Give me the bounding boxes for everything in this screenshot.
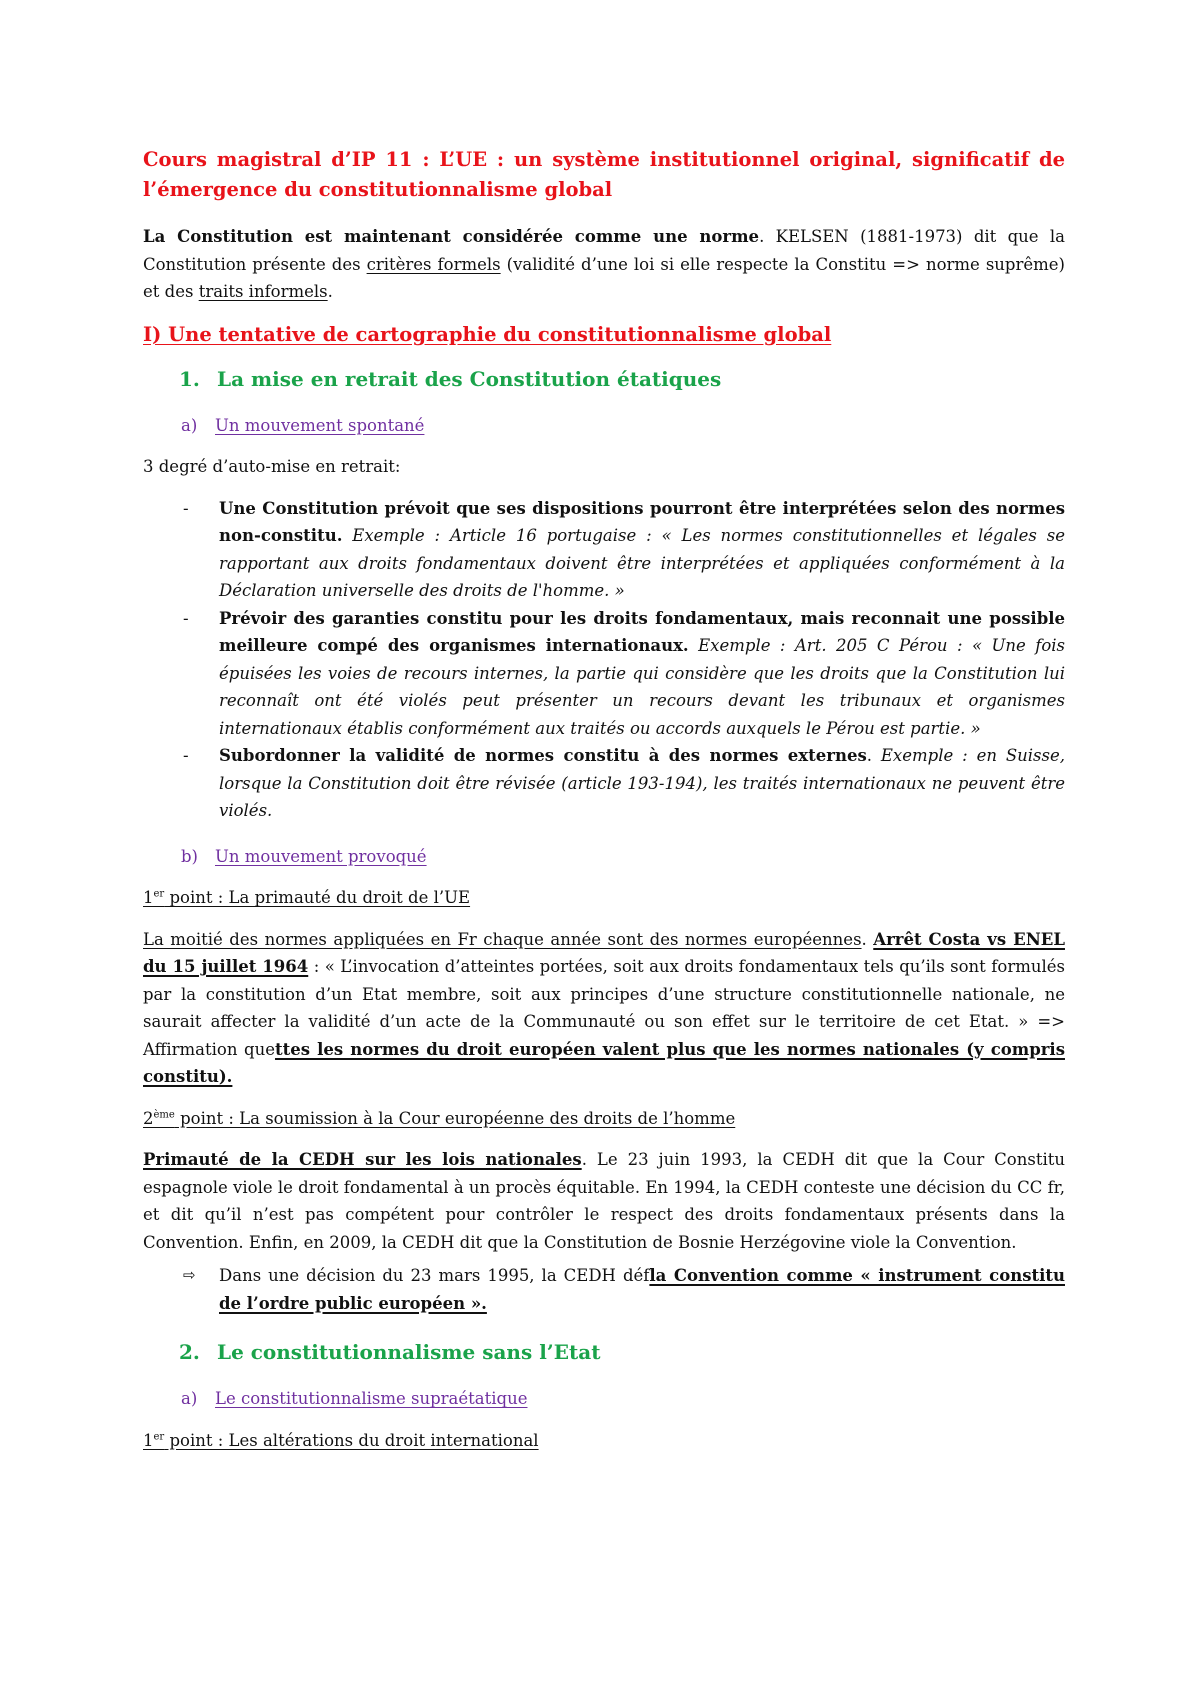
subheading-letter: a)	[181, 1389, 198, 1408]
list-item	[143, 605, 1065, 743]
intro-text-3: .	[327, 282, 333, 301]
degree-list	[143, 495, 1065, 825]
list-item	[143, 495, 1065, 605]
costa-enel-reference: Arrêt Costa vs ENEL du 15 juillet 1964	[143, 929, 1065, 976]
arrow-item	[143, 1262, 1065, 1317]
list-item	[143, 742, 1065, 825]
subheading-a	[181, 412, 1065, 440]
subsection-heading-1	[179, 364, 1065, 394]
list-item-example: Exemple : Art. 205 C Pérou : « Une fois épuisées les voies de recours internes, la partie qui considère que les droits que la Constitution lui reconnaît ont été violés peut présenter un recours devant les tribunaux et organismes internationaux établis conformément aux traités ou accords auxquels le Pérou est partie. »	[219, 636, 1065, 738]
underlined-statement: La moitié des normes appliquées en Fr chaque année sont des normes européennes	[143, 929, 862, 949]
paragraph-text: : « L’invocation d’atteintes portées, soit aux droits fondamentaux tels qu’ils sont formulés par la constitution d’un Etat membre, soit aux principes d’une structure constitutionnelle nationale, ne saurait affecter la validité d’un acte de la Communauté ou son effet sur le territoire de cet Etat. » => Affirmation que	[143, 957, 1065, 1059]
criteres-formels: critères formels	[366, 254, 501, 274]
list-item-example: Exemple : en Suisse, lorsque la Constitution doit être révisée (article 193-194), les traités internationaux ne peuvent être violés.	[219, 746, 1065, 820]
point-ordinal: er	[153, 1431, 165, 1442]
paragraph-text: . Le 23 juin 1993, la CEDH dit que la Cour Constitu espagnole viole le droit fondamental à un procès équitable. En 1994, la CEDH conteste une décision du CC fr, et dit qu’il n’est pas compétent pour contrôler le respect des droits fondamentaux présents dans la Convention. Enfin, en 2009, la CEDH dit que la Constitution de Bosnie Herzégovine viole la Convention.	[143, 1150, 1065, 1252]
subheading-title: Un mouvement provoqué	[215, 846, 427, 866]
point-title: point : Les altérations du droit international	[164, 1430, 539, 1450]
point-number: 2	[143, 1108, 154, 1128]
intro-text-1: . KELSEN (1881-1973) dit que la Constitution présente des	[143, 227, 1065, 274]
point-heading-2	[143, 1105, 1065, 1133]
document-title: Cours magistral d’IP 11 : L’UE : un système institutionnel original, significatif de l’émergence du constitutionnalisme global	[143, 148, 1065, 201]
subheading-letter: a)	[181, 415, 198, 435]
point-ordinal: er	[153, 888, 165, 900]
point-ordinal: ème	[153, 1109, 175, 1120]
dash-marker: -	[183, 746, 189, 765]
point-label	[143, 1431, 539, 1450]
subheading-a-2	[181, 1385, 1065, 1413]
intro-paragraph	[143, 223, 1065, 306]
point-heading-3	[143, 1427, 1065, 1455]
subsection-number: 1.	[179, 366, 200, 391]
point-heading-1	[143, 884, 1065, 912]
arrow-emphasis: la Convention comme « instrument constitu de l’ordre public européen ».	[219, 1266, 1065, 1313]
subsection-number: 2.	[179, 1340, 200, 1364]
cedh-paragraph	[143, 1146, 1065, 1256]
intro-text-2: (validité d’une loi si elle respecte la Constitu => norme suprême) et des	[143, 254, 1065, 301]
list-item-plain: .	[866, 746, 881, 765]
subheading-b	[181, 843, 1065, 871]
subsection-title: La mise en retrait des Constitution étatiques	[217, 366, 722, 391]
cedh-primacy: Primauté de la CEDH sur les lois nationales	[143, 1150, 582, 1169]
lead-text: 3 degré d’auto-mise en retrait:	[143, 457, 401, 476]
traits-informels: traits informels	[198, 282, 328, 301]
emphasis-conclusion: ttes les normes du droit européen valent plus que les normes nationales (y compris constitu).	[143, 1039, 1065, 1086]
point-label	[143, 1109, 735, 1128]
point-number: 1	[143, 888, 154, 907]
list-item-bold: Une Constitution prévoit que ses dispositions pourront être interprétées selon des normes non-constitu.	[219, 498, 1065, 545]
intro-bold: La Constitution est maintenant considérée comme une norme	[143, 227, 760, 246]
subsection-title: Le constitutionnalisme sans l’Etat	[217, 1340, 601, 1364]
list-item-bold: Prévoir des garanties constitu pour les droits fondamentaux, mais reconnait une possible meilleure compé des organismes internationaux.	[219, 608, 1065, 655]
arrow-text: Dans une décision du 23 mars 1995, la CEDH déf	[219, 1266, 650, 1285]
subheading-letter: b)	[181, 846, 198, 866]
point-title: point : La primauté du droit de l’UE	[164, 888, 471, 907]
point-label	[143, 888, 470, 907]
arrow-right-icon: ⇨	[183, 1266, 196, 1284]
subsection-heading-2	[179, 1337, 1065, 1367]
subheading-title: Un mouvement spontané	[215, 415, 425, 435]
point-number: 1	[143, 1430, 154, 1450]
primaute-paragraph	[143, 926, 1065, 1091]
dash-marker: -	[183, 498, 189, 518]
dash-marker: -	[183, 608, 189, 628]
subheading-title: Le constitutionnalisme supraétatique	[215, 1389, 528, 1408]
list-item-example: Exemple : Article 16 portugaise : « Les normes constitutionnelles et légales se rapportant aux droits fondamentaux doivent être interprétées et appliquées conformément à la Déclaration universelle des droits de l'homme. »	[219, 526, 1065, 600]
section-heading-1: I) Une tentative de cartographie du constitutionnalisme global	[143, 322, 832, 346]
paragraph-text: .	[861, 929, 874, 949]
list-item-bold: Subordonner la validité de normes constitu à des normes externes	[219, 746, 867, 765]
point-title: point : La soumission à la Cour européenne des droits de l’homme	[174, 1108, 736, 1128]
